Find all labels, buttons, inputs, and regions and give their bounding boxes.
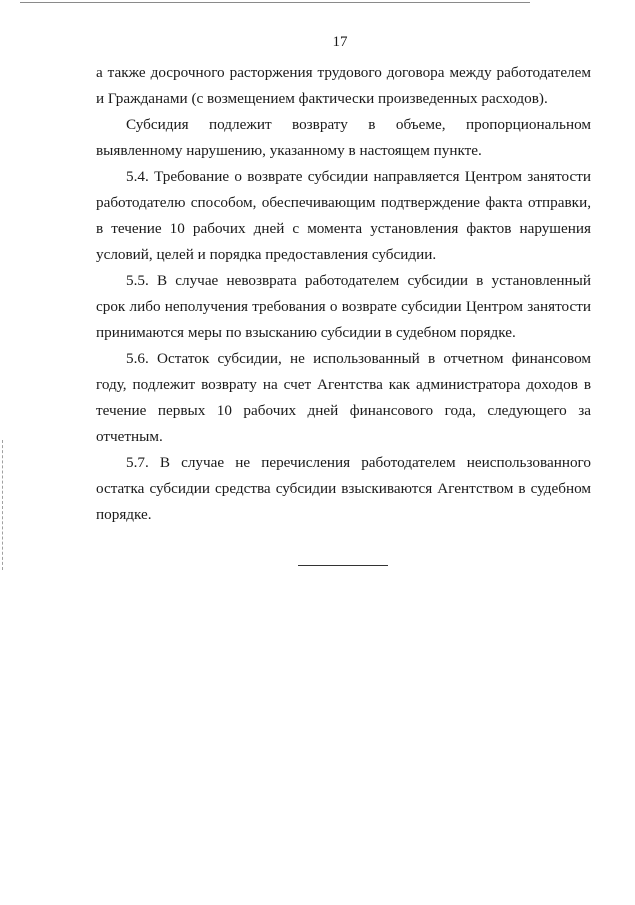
document-body xyxy=(96,60,591,528)
page-number: 17 xyxy=(332,34,348,50)
paragraph-continuation: а также досрочного расторжения трудового договора между работодателем и Гражданами (с возмещением фактически произведенных расходов). xyxy=(96,64,591,107)
paragraph-subsidy-return: Субсидия подлежит возврату в объеме, пропорциональном выявленному нарушению, указанному в настоящем пункте. xyxy=(96,116,591,159)
paragraph-5-4: 5.4. Требование о возврате субсидии направляется Центром занятости работодателю способом, обеспечивающим подтверждение факта отправки, в течение 10 рабочих дней с момента установления фактов нарушения условий, целей и порядка предоставления субсидии. xyxy=(96,168,591,263)
paragraph-5-5: 5.5. В случае невозврата работодателем субсидии в установленный срок либо неполучения требования о возврате субсидии Центром занятости принимаются меры по взысканию субсидии в судебном порядке. xyxy=(96,272,591,341)
scan-left-edge xyxy=(2,440,3,570)
paragraph-5-6: 5.6. Остаток субсидии, не использованный в отчетном финансовом году, подлежит возврату на счет Агентства как администратора доходов в течение первых 10 рабочих дней финансового года, следующего за отчетным. xyxy=(96,350,591,445)
paragraph-5-7: 5.7. В случае не перечисления работодателем неиспользованного остатка субсидии средства субсидии взыскиваются Агентством в судебном порядке. xyxy=(96,454,591,523)
scan-top-edge xyxy=(20,2,530,3)
end-divider xyxy=(298,565,388,566)
